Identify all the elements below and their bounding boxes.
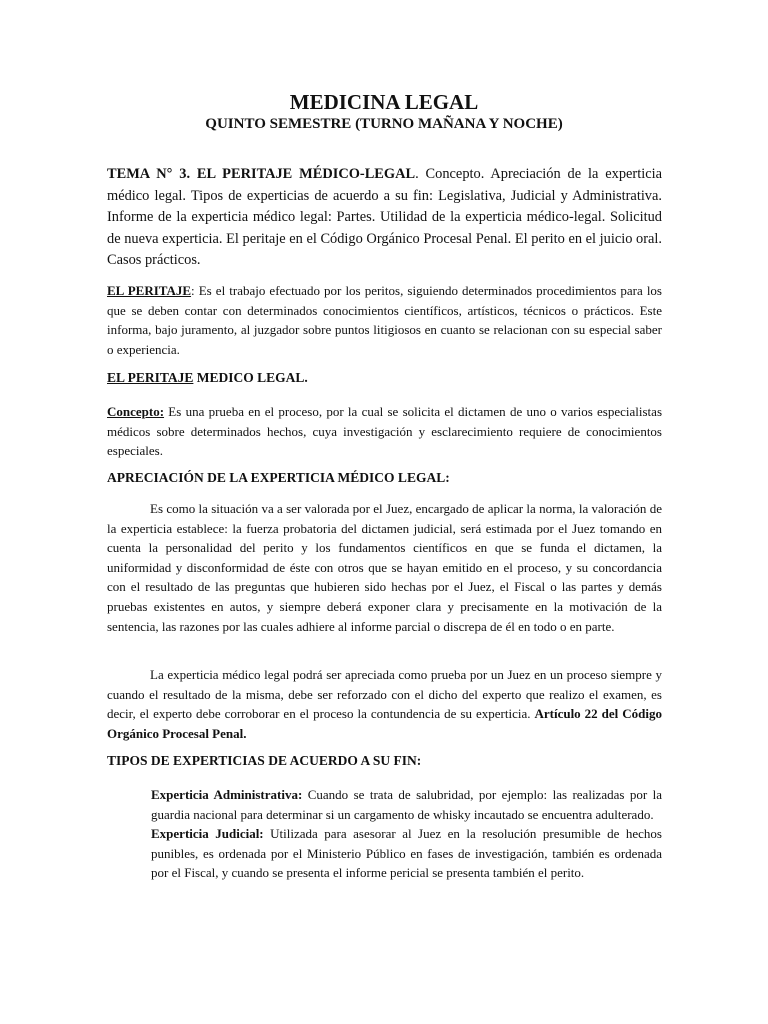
tema-paragraph: [107, 164, 662, 272]
document-title: MEDICINA LEGAL: [289, 90, 479, 114]
tipo-text: Utilizada para asesorar al Juez en la resolución presumible de hechos punibles, es ordenada por el Ministerio Público en fases de investigación, también es ordenada por el Fiscal, y cuando se presenta el informe pericial se presenta también el perito.: [151, 826, 662, 881]
tipos-heading: TIPOS DE EXPERTICIAS DE ACUERDO A SU FIN:: [107, 753, 422, 768]
tipo-label: Experticia Administrativa:: [151, 787, 303, 802]
peritaje-text: : Es el trabajo efectuado por los peritos, siguiendo determinados procedimientos para los que se deben contar con determinados conocimientos científicos, artísticos, técnicos o prácticos. Este informa, bajo juramento, al juzgador sobre puntos litigiosos en cuanto se relacionan con su especial saber o experiencia.: [107, 283, 662, 357]
peritaje-medico-label-rest: MEDICO LEGAL.: [193, 370, 308, 385]
tipos-list: [151, 785, 662, 883]
tipo-label: Experticia Judicial:: [151, 826, 264, 842]
peritaje-label: EL PERITAJE: [107, 283, 192, 298]
peritaje-paragraph: [107, 281, 662, 359]
concepto-paragraph: [107, 402, 662, 461]
concepto-text: Es una prueba en el proceso, por la cual se solicita el dictamen de uno o varios especialistas médicos sobre determinados hechos, cuya investigación y esclarecimiento requiere de conocimientos especiales.: [107, 404, 662, 459]
apreciacion-paragraph-2-text: La experticia médico legal podrá ser apreciada como prueba por un Juez en un proceso siempre y cuando el resultado de la misma, debe ser reforzado con el dicho del experto que realizo el examen, es decir, el experto debe corroborar en el proceso la contundencia de su experticia.: [107, 667, 662, 722]
tema-text: . Concepto. Apreciación de la experticia médico legal. Tipos de experticias de acuerdo a su fin: Legislativa, Judicial y Administrativa. Informe de la experticia médico legal: Partes. Utilidad de la experticia médico-legal. Solicitud de nueva experticia. El peritaje en el Código Orgánico Procesal Penal. El perito en el juicio oral. Casos prácticos.: [107, 166, 662, 268]
peritaje-medico-heading: [107, 370, 308, 386]
list-item: [151, 785, 662, 824]
tema-label: TEMA N° 3. EL PERITAJE MÉDICO-LEGAL: [107, 166, 416, 182]
concepto-label: Concepto:: [107, 404, 165, 419]
apreciacion-heading: APRECIACIÓN DE LA EXPERTICIA MÉDICO LEGAL:: [107, 470, 450, 485]
peritaje-medico-label-underlined: EL PERITAJE: [107, 370, 194, 385]
tipo-text: Cuando se trata de salubridad, por ejemplo: las realizadas por la guardia nacional para determinar si un cargamento de whisky incautado se encuentra adulterado.: [151, 787, 662, 822]
apreciacion-paragraph-2: [107, 665, 662, 743]
document-subtitle: QUINTO SEMESTRE (TURNO MAÑANA Y NOCHE): [205, 116, 563, 132]
apreciacion-paragraph-1: Es como la situación va a ser valorada por el Juez, encargado de aplicar la norma, la valoración de la experticia establece: la fuerza probatoria del dictamen judicial, será estimada por el Juez tomando en cuenta la personalidad del perito y los fundamentos científicos en que se funda el dictamen, la uniformidad y disconformidad de éste con otros que se hayan emitido en el proceso, y su concordancia con el resultado de las preguntas que hubieren sido hechas por el Juez, el Fiscal o las partes y demás pruebas existentes en autos, y siempre deberá exponer clara y precisamente en la motivación de la sentencia, las razones por las cuales adhiere al informe parcial o discrepa de él en todo o en parte.: [107, 501, 662, 634]
list-item: [151, 824, 662, 883]
articulo-22-reference: Artículo 22 del Código Orgánico Procesal Penal.: [107, 706, 662, 741]
